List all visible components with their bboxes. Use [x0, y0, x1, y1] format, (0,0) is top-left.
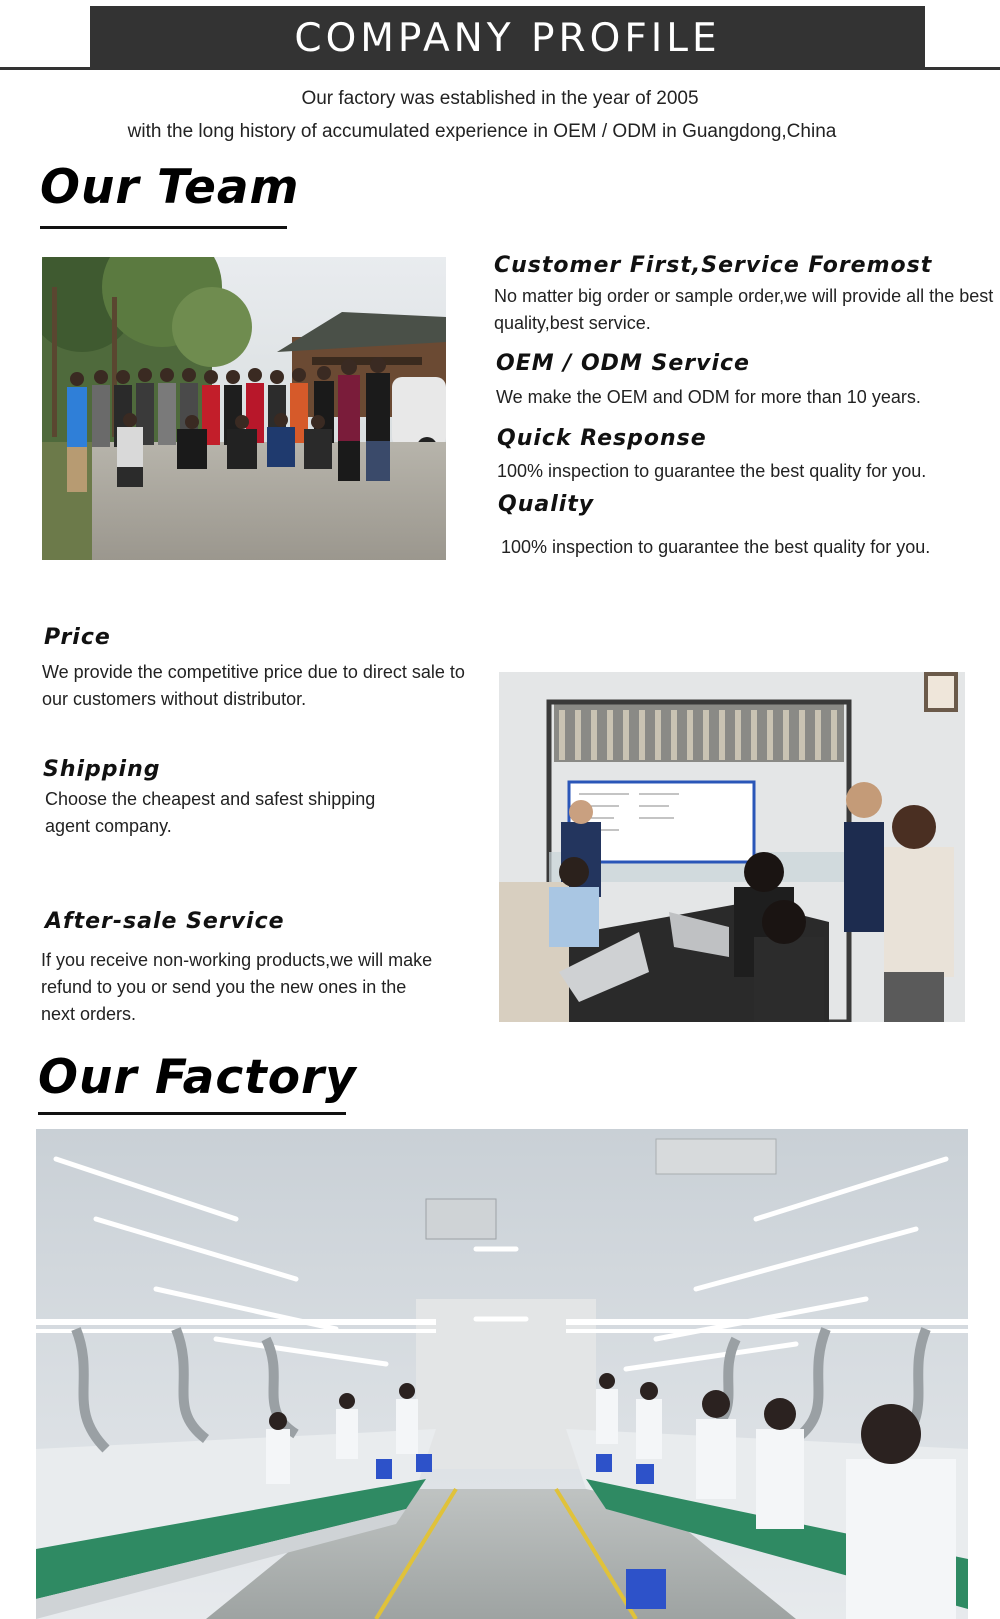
feature-text-customer-first: No matter big order or sample order,we will provide all the best quality,best service. — [494, 286, 994, 333]
feature-title-after-sale: After-sale Service — [45, 909, 285, 934]
feature-text-price: We provide the competitive price due to direct sale to our customers without distributor. — [42, 662, 465, 709]
intro-line-1: Our factory was established in the year of 2005 — [301, 88, 699, 109]
feature-title-quality: Quality — [498, 492, 595, 517]
feature-title-customer-first: Customer First,Service Foremost — [494, 253, 933, 278]
feature-text-shipping: Choose the cheapest and safest shipping agent company. — [45, 789, 376, 836]
team-group-photo — [42, 257, 446, 560]
feature-title-price: Price — [44, 625, 111, 650]
page-title: COMPANY PROFILE — [294, 16, 721, 61]
feature-title-shipping: Shipping — [43, 757, 161, 782]
factory-heading-underline — [38, 1112, 346, 1115]
feature-text-quality: 100% inspection to guarantee the best quality for you. — [501, 537, 931, 557]
feature-text-oem-odm: We make the OEM and ODM for more than 10 years. — [496, 387, 921, 407]
factory-heading: Our Factory — [38, 1050, 357, 1105]
feature-title-oem-odm: OEM / ODM Service — [496, 351, 750, 376]
team-heading-underline — [40, 226, 287, 229]
feature-text-quick-response: 100% inspection to guarantee the best quality for you. — [497, 461, 927, 481]
feature-text-after-sale: If you receive non-working products,we will make refund to you or send you the new ones in the next orders. — [41, 950, 433, 1024]
team-heading: Our Team — [40, 160, 300, 215]
intro-line-2: with the long history of accumulated experience in OEM / ODM in Guangdong,China — [127, 121, 837, 142]
header-divider — [0, 67, 1000, 70]
factory-workshop-photo — [36, 1129, 968, 1619]
feature-title-quick-response: Quick Response — [497, 426, 707, 451]
office-meeting-photo — [499, 672, 965, 1022]
